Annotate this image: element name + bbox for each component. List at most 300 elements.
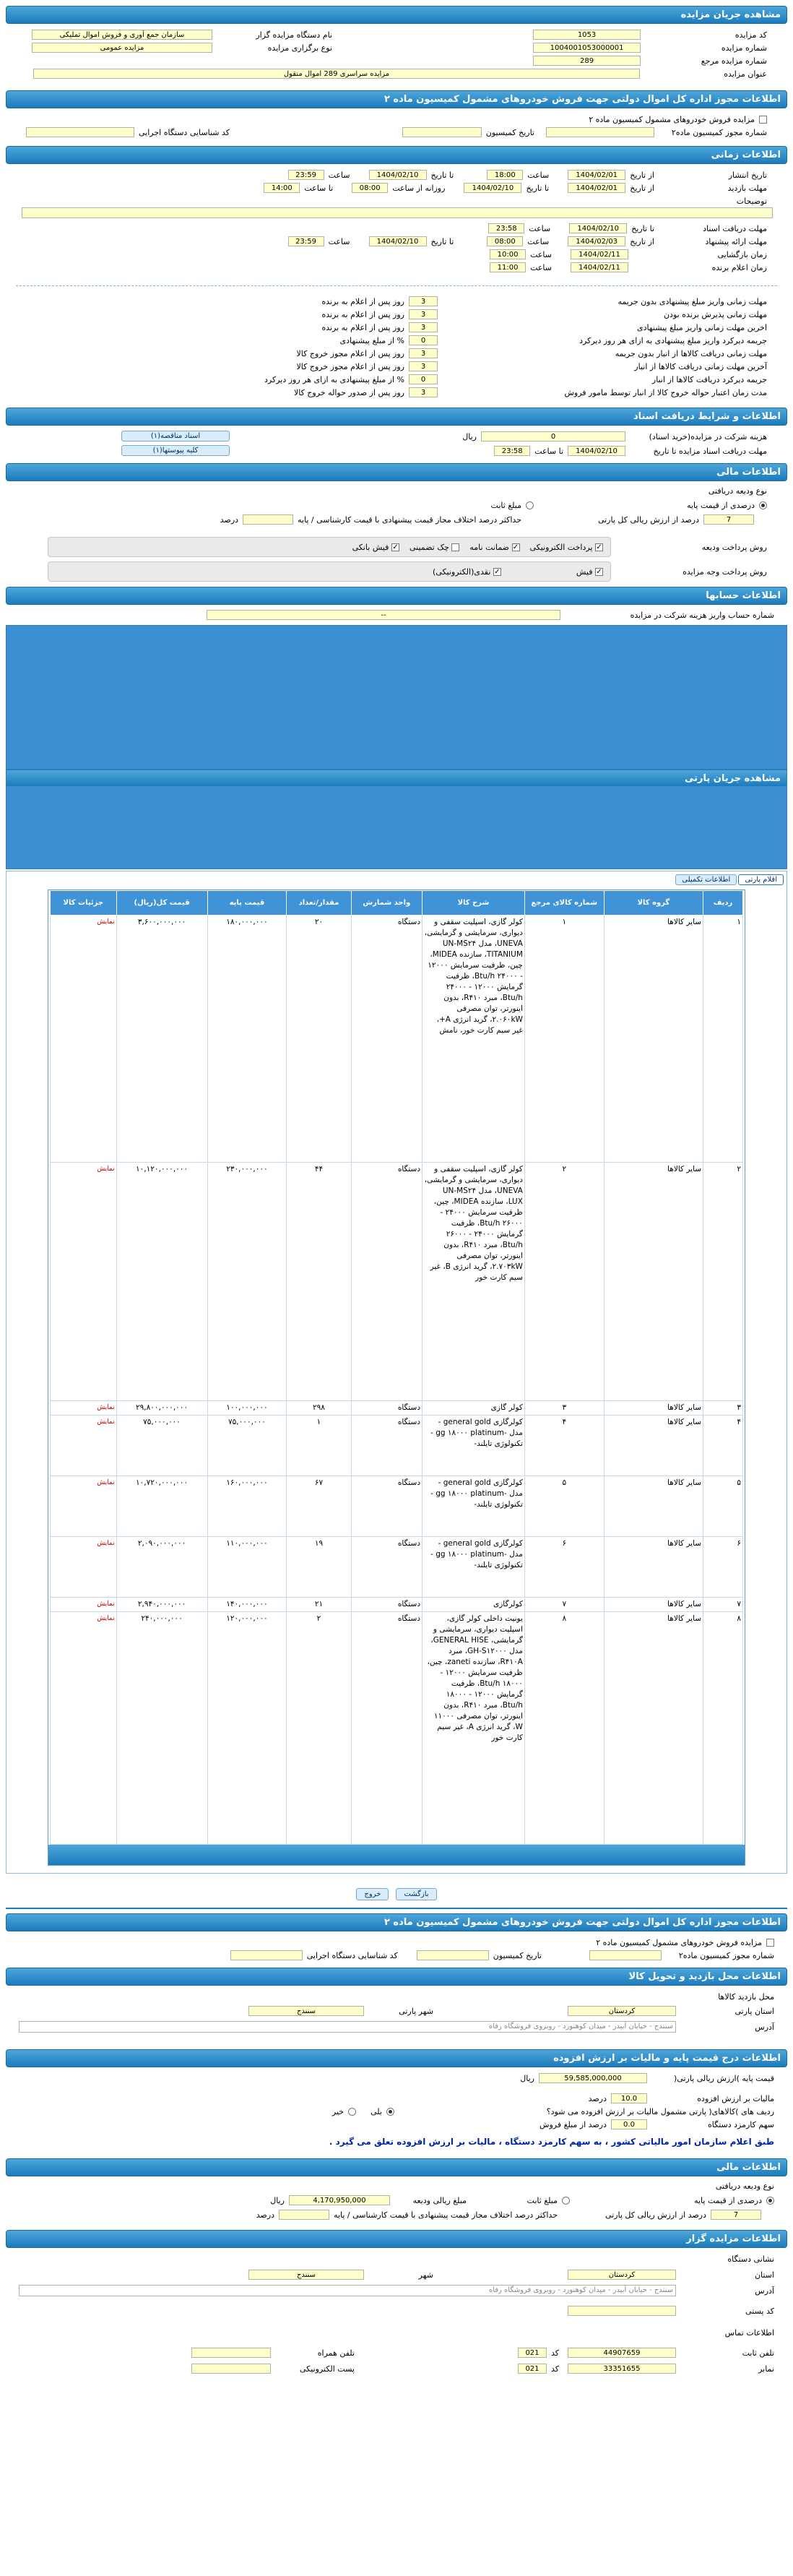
cell-desc: کولر گازی، اسپلیت سقفی و دیواری، سرمایشی و گرمایشی، UNEVA، مدل UN-MS۲۴ LUX، سازنده MIDEA، چین، ظرفیت سرمایش ۲۴۰۰۰ - ۲۶۰۰۰ Btu/h، ظرفیت گرمایش ۲۴۰۰۰ - ۲۶۰۰۰ Btu/h، مبرد R۴۱۰، بدون اینورتر، توان مصرفی ۲.۷۰۳kW، گرید انرژی B، غیر سیم کارت خور bbox=[422, 1163, 525, 1401]
party-province-field[interactable]: کردستان bbox=[568, 2006, 676, 2016]
fee-label: هزینه شرکت در مزایده(خرید اسناد) bbox=[649, 431, 767, 441]
visit-to-date[interactable]: 1404/02/10 bbox=[464, 183, 521, 193]
auction-ref-field[interactable]: 289 bbox=[533, 56, 641, 66]
party-items-container bbox=[6, 871, 787, 1874]
deadline-row bbox=[6, 308, 787, 321]
party-tabs bbox=[9, 874, 784, 885]
cell-desc: کولرگازی general gold - مدل -gg ۱۸۰۰۰ platinum - تکنولوژی تایلند- bbox=[422, 1537, 525, 1598]
permit-header: اطلاعات مجوز اداره کل اموال دولتی جهت فروش خودروهای مشمول کمیسیون ماده ۲ bbox=[6, 90, 787, 108]
col-qty: مقدار/تعداد bbox=[287, 891, 351, 916]
pay-electronic[interactable] bbox=[530, 543, 604, 552]
cell-group: سایر کالاها bbox=[604, 1612, 703, 1845]
cell-total: ۱۰,۷۲۰,۰۰۰,۰۰۰ bbox=[116, 1476, 207, 1537]
deadline-row bbox=[6, 347, 787, 360]
org-postal-row bbox=[562, 2304, 780, 2317]
recv-to-date[interactable]: 1404/02/10 bbox=[569, 223, 627, 233]
p2-permit-header: اطلاعات مجوز اداره کل اموال دولتی جهت فروش خودروهای مشمول کمیسیون ماده ۲ bbox=[6, 1913, 787, 1931]
fee-row bbox=[456, 430, 773, 443]
action-buttons bbox=[6, 1888, 787, 1900]
visit-address-row bbox=[13, 2020, 780, 2033]
vat-yes-radio[interactable] bbox=[386, 2108, 394, 2116]
vat-included-row bbox=[326, 2105, 780, 2118]
p5-deposit-fixed-radio[interactable] bbox=[562, 2197, 570, 2205]
cell-desc: یونیت داخلی کولر گازی، اسپلیت دیواری، سرمایشی و گرمایشی، GENERAL HISE، مدل GH-S۱۲۰۰۰، مبرد R۴۱۰A، سازنده zaneti، چین، ظرفیت سرمایش ۱۲۰۰۰ - ۱۸۰۰۰ Btu/h، ظرفیت گرمایش ۱۲۰۰۰ - ۱۸۰۰۰ Btu/h، مبرد R۴۱۰، بدون اینورتر، توان مصرفی ۱۱۰۰۰ W، گرید انرژی A، غیر سیم کارت خور bbox=[422, 1612, 525, 1845]
exec-code-row bbox=[20, 126, 235, 139]
cell-base-price: ۱۲۰,۰۰۰,۰۰۰ bbox=[207, 1612, 287, 1845]
cell-group: سایر کالاها bbox=[604, 1401, 703, 1416]
tab-extra-info[interactable]: اطلاعات تکمیلی bbox=[675, 874, 737, 885]
p5-deposit-percent-field[interactable]: 7 bbox=[711, 2210, 761, 2220]
p2-permit-info bbox=[6, 1934, 787, 1965]
recv-doc-row bbox=[482, 222, 773, 235]
deadline-label: مهلت زمانی دریافت کالاها از انبار بدون جریمه bbox=[615, 348, 767, 358]
opening-hour-label: ساعت bbox=[530, 249, 552, 259]
cell-qty: ۲۱ bbox=[287, 1598, 351, 1612]
p2-permit-row bbox=[225, 1949, 780, 1962]
permit-number-label: شماره مجوز کمیسیون ماده۲ bbox=[671, 127, 767, 137]
phone-label: تلفن ثابت bbox=[742, 2348, 774, 2358]
recv-deadline-hour[interactable]: 23:58 bbox=[494, 446, 530, 456]
fax-label: نمابر bbox=[758, 2364, 774, 2374]
org-city-field[interactable]: سنندج bbox=[248, 2270, 364, 2280]
cell-total: ۲,۹۴۰,۰۰۰,۰۰۰ bbox=[116, 1598, 207, 1612]
price-vat-info bbox=[6, 2070, 787, 2155]
p5-deposit-percent-unit: درصد از ارزش ریالی کل پارتی bbox=[604, 2210, 706, 2220]
permit-checkbox[interactable] bbox=[759, 116, 767, 124]
deadline-unit: روز پس از اعلام مجوز خروج کالا bbox=[296, 348, 404, 358]
auction-code-field[interactable]: 1053 bbox=[533, 30, 641, 40]
deadline-label: اخرین مهلت زمانی واریز مبلغ پیشنهادی bbox=[637, 322, 767, 332]
tab-party-items[interactable]: اقلام پارتی bbox=[738, 874, 784, 885]
col-base-price: قیمت پایه bbox=[207, 891, 287, 916]
cell-ref: ۷ bbox=[524, 1598, 604, 1612]
deadline-value[interactable]: 3 bbox=[409, 309, 438, 319]
divider bbox=[16, 285, 777, 286]
auction-number-field[interactable]: 1004001053000001 bbox=[533, 43, 641, 53]
cell-unit: دستگاه bbox=[351, 1416, 422, 1476]
pay-guarantee-label: ضمانت نامه bbox=[469, 542, 509, 552]
p2-date-field[interactable] bbox=[417, 1950, 489, 1960]
pay-cheque-label: چک تضمینی bbox=[409, 542, 449, 552]
deposit-fixed-label: مبلغ ثابت bbox=[490, 500, 521, 510]
recv-to-hour[interactable]: 23:58 bbox=[488, 223, 524, 233]
p5-financial-info bbox=[6, 2179, 787, 2227]
deadline-label: جریمه دیرکرد واریز مبلغ پیشنهادی به ازای هر روز دیرکرد bbox=[579, 335, 767, 345]
org-address-row bbox=[13, 2284, 780, 2297]
cell-base-price: ۲۳۰,۰۰۰,۰۰۰ bbox=[207, 1163, 287, 1401]
org-address-field[interactable]: سنندج - خیابان آبیدر - میدان کوهنورد - روبروی فروشگاه رفاه bbox=[19, 2285, 676, 2296]
p5-deposit-percent-row bbox=[251, 2208, 780, 2221]
deadline-row bbox=[6, 334, 787, 347]
cell-qty: ۲۹۸ bbox=[287, 1401, 351, 1416]
description-field[interactable] bbox=[22, 207, 773, 218]
auction-type-field[interactable]: مزایده عمومی bbox=[32, 43, 212, 53]
offer-label: مهلت ارائه پیشنهاد bbox=[705, 236, 767, 246]
offer-to-date[interactable]: 1404/02/10 bbox=[369, 236, 427, 246]
recv-deadline-date[interactable]: 1404/02/10 bbox=[568, 446, 625, 456]
visit-to-label: تا تاریخ bbox=[526, 183, 550, 193]
pay-method-row bbox=[42, 536, 773, 558]
visit-place-info bbox=[6, 1989, 787, 2046]
mobile-label: تلفن همراه bbox=[317, 2348, 355, 2358]
auctioneer-row bbox=[20, 28, 338, 41]
p2-permit-checkbox[interactable] bbox=[766, 1939, 774, 1947]
org-province-row bbox=[243, 2268, 780, 2281]
exec-code-field[interactable] bbox=[26, 127, 134, 137]
pay2-method-group bbox=[48, 561, 611, 582]
cell-unit: دستگاه bbox=[351, 1598, 422, 1612]
deposit-percent-row bbox=[214, 513, 773, 526]
auction-docs-button[interactable]: اسناد مناقصه(۱) bbox=[121, 431, 230, 441]
check-icon: ✓ bbox=[494, 568, 500, 576]
deadline-unit: روز پس از اعلام به برنده bbox=[321, 309, 404, 319]
cell-row: ۲ bbox=[703, 1163, 743, 1401]
cell-details-link[interactable]: نمایش bbox=[51, 1401, 117, 1416]
party-city-label: شهر پارتی bbox=[399, 2006, 433, 2016]
cell-desc: کولرگازی general gold - مدل -gg ۱۸۰۰۰ platinum - تکنولوژی تایلند- bbox=[422, 1416, 525, 1476]
winner-hour-label: ساعت bbox=[530, 262, 552, 272]
cell-details-link[interactable]: نمایش bbox=[51, 1598, 117, 1612]
cell-row: ۶ bbox=[703, 1537, 743, 1598]
back-button[interactable]: بازگشت bbox=[396, 1888, 436, 1900]
cell-ref: ۶ bbox=[524, 1537, 604, 1598]
wage-row bbox=[534, 2118, 780, 2131]
contact-header-row bbox=[719, 2326, 780, 2339]
recv-hour-label: ساعت bbox=[529, 223, 551, 233]
cell-desc: کولرگازی bbox=[422, 1598, 525, 1612]
wage-unit: درصد از مبلغ فروش bbox=[540, 2119, 607, 2129]
phone-code-field[interactable]: 021 bbox=[518, 2348, 547, 2358]
deadline-unit: روز پس از اعلام به برنده bbox=[321, 322, 404, 332]
description-label: توضیحات bbox=[736, 196, 767, 206]
base-price-field[interactable]: 59,585,000,000 bbox=[539, 2073, 647, 2083]
deadline-value[interactable]: 3 bbox=[409, 322, 438, 332]
email-field[interactable] bbox=[191, 2364, 271, 2374]
p5-max-diff-field[interactable] bbox=[279, 2210, 329, 2220]
permit-date-field[interactable] bbox=[402, 127, 482, 137]
recv-doc-label: مهلت دریافت اسناد bbox=[703, 223, 767, 233]
fee-unit: ریال bbox=[462, 431, 477, 441]
table-header-row bbox=[51, 891, 743, 916]
auctioneer-header: اطلاعات مزایده گزار bbox=[6, 2230, 787, 2248]
account-row bbox=[6, 608, 787, 622]
pay-slip[interactable] bbox=[352, 543, 399, 552]
cell-qty: ۲۰ bbox=[287, 916, 351, 1163]
offer-row bbox=[282, 235, 773, 248]
cell-base-price: ۱۰۰,۰۰۰,۰۰۰ bbox=[207, 1401, 287, 1416]
winner-date[interactable]: 1404/02/11 bbox=[571, 262, 628, 272]
offer-to-hour-label: ساعت bbox=[328, 236, 350, 246]
auctioneer-label: نام دستگاه مزایده گزار bbox=[256, 30, 332, 40]
cell-qty: ۱۹ bbox=[287, 1537, 351, 1598]
p5-deposit-fixed-label: مبلغ ثابت bbox=[526, 2195, 558, 2205]
exec-code-label: کد شناسایی دستگاه اجرایی bbox=[139, 127, 230, 137]
max-diff-field[interactable] bbox=[243, 514, 293, 525]
cell-total: ۲,۰۹۰,۰۰۰,۰۰۰ bbox=[116, 1537, 207, 1598]
p2-permit-checkbox-row bbox=[590, 1936, 780, 1949]
publish-from-date[interactable]: 1404/02/01 bbox=[568, 170, 625, 180]
cell-qty: ۱ bbox=[287, 1416, 351, 1476]
cell-details-link[interactable]: نمایش bbox=[51, 1537, 117, 1598]
deadline-label: مدت زمان اعتبار حواله خروج کالا از انبار توسط مامور فروش bbox=[564, 387, 767, 397]
offer-from-hour[interactable]: 08:00 bbox=[487, 236, 523, 246]
auction-type-label: نوع برگزاری مزایده bbox=[267, 43, 332, 53]
party-table-frame bbox=[48, 889, 745, 1866]
offer-to-label: تا تاریخ bbox=[430, 236, 454, 246]
permit-date-label: تاریخ کمیسیون bbox=[485, 127, 534, 137]
deadline-label: مهلت زمانی واریز مبلغ پیشنهادی بدون جریمه bbox=[618, 296, 767, 306]
time-info bbox=[6, 167, 787, 280]
phone-field[interactable]: 44907659 bbox=[568, 2348, 676, 2358]
winner-hour[interactable]: 11:00 bbox=[490, 262, 526, 272]
recv-deadline-hour-label: تا ساعت bbox=[534, 446, 563, 456]
org-postal-field[interactable] bbox=[568, 2306, 676, 2316]
visit-daily-from-label: روزانه از ساعت bbox=[392, 183, 446, 193]
cell-details-link[interactable]: نمایش bbox=[51, 1416, 117, 1476]
vat-yes-label: بلی bbox=[370, 2106, 382, 2116]
table-row bbox=[51, 1598, 743, 1612]
deposit-percent-field[interactable]: 7 bbox=[703, 514, 754, 525]
auctioneer-field[interactable]: سازمان جمع آوری و فروش اموال تملیکی bbox=[32, 30, 212, 40]
permit-checkbox-row bbox=[583, 113, 773, 126]
email-label: پست الکترونیکی bbox=[300, 2364, 355, 2374]
wage-field[interactable]: 0.0 bbox=[611, 2119, 647, 2129]
publish-to-label: تا تاریخ bbox=[430, 170, 454, 180]
cell-details-link[interactable]: نمایش bbox=[51, 916, 117, 1163]
exit-button[interactable]: خروج bbox=[356, 1888, 389, 1900]
base-price-row bbox=[514, 2072, 780, 2085]
permit-number-row bbox=[396, 126, 773, 139]
offer-from-hour-label: ساعت bbox=[527, 236, 550, 246]
auction-subject-label: عنوان مزایده bbox=[724, 69, 767, 79]
deadline-value[interactable]: 0 bbox=[409, 374, 438, 384]
pay-electronic-label: پرداخت الکترونیکی bbox=[529, 542, 593, 552]
vat-notice: طبق اعلام سازمان امور مالیاتی کشور ، به سهم کارمزد دستگاه ، مالیات بر ارزش افزوده تعلق می گیرد . bbox=[329, 2137, 774, 2147]
table-row bbox=[51, 916, 743, 1163]
cell-group: سایر کالاها bbox=[604, 1476, 703, 1537]
cell-base-price: ۱۸۰,۰۰۰,۰۰۰ bbox=[207, 916, 287, 1163]
cell-details-link[interactable]: نمایش bbox=[51, 1612, 117, 1845]
base-price-unit: ریال bbox=[520, 2073, 534, 2083]
cell-desc: کولر گازی، اسپلیت سقفی و دیواری، سرمایشی و گرمایشی، UNEVA، مدل UN-MS۲۴ TITANIUM، سازنده MIDEA، چین، ظرفیت سرمایش ۱۲۰۰۰ - ۲۴۰۰۰ Btu/h، ظرفیت گرمایش ۱۲۰۰۰ - ۲۴۰۰۰ Btu/h، مبرد R۴۱۰، بدون اینورتر، توان مصرفی ۲.۰۶۰kW، گرید انرژی A+، غیر سیم کارت خور، نامش bbox=[422, 916, 525, 1163]
p5-deposit-percent-label: درصدی از قیمت پایه bbox=[694, 2195, 762, 2205]
party-city-field[interactable]: سنندج bbox=[248, 2006, 364, 2016]
visit-date-row bbox=[258, 181, 773, 194]
pay-guarantee[interactable] bbox=[469, 543, 519, 552]
table-footer-bar bbox=[48, 1845, 745, 1865]
opening-date[interactable]: 1404/02/11 bbox=[571, 249, 628, 259]
table-row bbox=[51, 1416, 743, 1476]
p2-exec-label: کد شناسایی دستگاه اجرایی bbox=[306, 1950, 398, 1960]
deposit-percent-unit: درصد از ارزش ریالی کل پارتی bbox=[597, 514, 699, 525]
col-group: گروه کالا bbox=[604, 891, 703, 916]
vat-notice-row bbox=[324, 2135, 780, 2148]
deadline-value[interactable]: 3 bbox=[409, 361, 438, 371]
auction-code-row bbox=[527, 28, 773, 41]
cell-base-price: ۷۵,۰۰۰,۰۰۰ bbox=[207, 1416, 287, 1476]
deadline-value[interactable]: 3 bbox=[409, 296, 438, 306]
party-details bbox=[6, 1908, 787, 2403]
opening-label: زمان بازگشایی bbox=[717, 249, 767, 259]
cell-group: سایر کالاها bbox=[604, 1537, 703, 1598]
cell-row: ۸ bbox=[703, 1612, 743, 1845]
deposit-fixed-radio[interactable] bbox=[526, 501, 534, 509]
cell-unit: دستگاه bbox=[351, 1401, 422, 1416]
deadline-unit: % از مبلغ پیشنهادی به ازای هر روز دیرکرد bbox=[264, 374, 404, 384]
cell-total: ۳,۶۰۰,۰۰۰,۰۰۰ bbox=[116, 916, 207, 1163]
pay2-method-label: روش پرداخت وجه مزایده bbox=[682, 567, 767, 577]
cell-group: سایر کالاها bbox=[604, 1163, 703, 1401]
cell-unit: دستگاه bbox=[351, 1163, 422, 1401]
recv-to-label: تا تاریخ bbox=[631, 223, 654, 233]
auction-subject-field[interactable]: مزایده سراسری 289 اموال منقول bbox=[33, 69, 640, 79]
description-row bbox=[653, 194, 773, 207]
pay-cheque[interactable] bbox=[410, 543, 459, 552]
cell-row: ۳ bbox=[703, 1401, 743, 1416]
deposit-option-row bbox=[485, 499, 773, 512]
org-province-field[interactable]: کردستان bbox=[568, 2270, 676, 2280]
visit-place-label-row bbox=[712, 1990, 780, 2003]
contact-header: اطلاعات تماس bbox=[724, 2327, 774, 2338]
fee-field[interactable]: 0 bbox=[481, 431, 625, 441]
pay-slip-label: فیش بانکی bbox=[352, 542, 389, 552]
p5-deposit-amount-label: مبلغ ریالی ودیعه bbox=[412, 2195, 467, 2205]
p2-exec-field[interactable] bbox=[230, 1950, 303, 1960]
all-attachments-button[interactable]: کلیه پیوستها(۱) bbox=[121, 445, 230, 456]
col-total: قیمت کل(ریال) bbox=[116, 891, 207, 916]
cell-row: ۱ bbox=[703, 916, 743, 1163]
p2-permit-number-label: شماره مجوز کمیسیون ماده۲ bbox=[678, 1950, 774, 1960]
org-city-label: شهر bbox=[418, 2270, 433, 2280]
cell-ref: ۸ bbox=[524, 1612, 604, 1845]
p5-deposit-amount-field[interactable]: 4,170,950,000 bbox=[289, 2195, 390, 2205]
auction-number-label: شماره مزایده bbox=[721, 43, 767, 53]
winner-row bbox=[484, 261, 773, 274]
max-diff-label: حداکثر درصد اختلاف مجاز قیمت پیشنهادی با قیمت کارشناسی / پایه bbox=[298, 514, 521, 525]
cell-qty: ۲ bbox=[287, 1612, 351, 1845]
publish-from-hour-label: ساعت bbox=[527, 170, 550, 180]
col-unit: واحد شمارش bbox=[351, 891, 422, 916]
cell-total: ۲۴۰,۰۰۰,۰۰۰ bbox=[116, 1612, 207, 1845]
deadline-row bbox=[6, 295, 787, 308]
documents-header: اطلاعات و شرایط دریافت اسناد bbox=[6, 408, 787, 426]
offer-from-label: از تاریخ bbox=[630, 236, 654, 246]
table-row bbox=[51, 1537, 743, 1598]
cell-base-price: ۱۶۰,۰۰۰,۰۰۰ bbox=[207, 1476, 287, 1537]
pay-method-label: روش پرداخت ودیعه bbox=[701, 542, 767, 552]
vat-no-radio[interactable] bbox=[348, 2108, 356, 2116]
publish-to-date[interactable]: 1404/02/10 bbox=[369, 170, 427, 180]
check-icon: ✓ bbox=[512, 543, 519, 551]
account-label: شماره حساب واریز هزینه شرکت در مزایده bbox=[630, 610, 774, 620]
visit-from-date[interactable]: 1404/02/01 bbox=[568, 183, 625, 193]
mobile-field[interactable] bbox=[191, 2348, 271, 2358]
publish-from-hour[interactable]: 18:00 bbox=[487, 170, 523, 180]
check-icon: ✓ bbox=[596, 568, 602, 576]
deadline-value[interactable]: 3 bbox=[409, 387, 438, 397]
deposit-percent-radio[interactable] bbox=[759, 501, 767, 509]
financial-header: اطلاعات مالی bbox=[6, 463, 787, 481]
deadline-rules bbox=[6, 292, 787, 405]
visit-place-label: محل بازدید کالاها bbox=[718, 1991, 774, 2002]
col-desc: شرح کالا bbox=[422, 891, 525, 916]
visit-daily-from[interactable]: 08:00 bbox=[352, 183, 388, 193]
cell-group: سایر کالاها bbox=[604, 916, 703, 1163]
offer-from-date[interactable]: 1404/02/03 bbox=[568, 236, 625, 246]
cell-base-price: ۱۱۰,۰۰۰,۰۰۰ bbox=[207, 1537, 287, 1598]
deadline-row bbox=[6, 386, 787, 399]
cell-details-link[interactable]: نمایش bbox=[51, 1163, 117, 1401]
table-row bbox=[51, 1401, 743, 1416]
permit-number-field[interactable] bbox=[546, 127, 654, 137]
deposit-percent-label: درصدی از قیمت پایه bbox=[687, 500, 755, 510]
p5-max-diff-unit: درصد bbox=[256, 2210, 275, 2220]
fax-row bbox=[186, 2362, 780, 2375]
party-flow-panel bbox=[6, 770, 787, 869]
cell-unit: دستگاه bbox=[351, 1476, 422, 1537]
account-field[interactable]: -- bbox=[207, 610, 560, 620]
cell-ref: ۲ bbox=[524, 1163, 604, 1401]
visit-from-label: از تاریخ bbox=[630, 183, 654, 193]
deadline-row bbox=[6, 321, 787, 334]
cell-row: ۷ bbox=[703, 1598, 743, 1612]
table-row bbox=[51, 1476, 743, 1537]
visit-daily-to[interactable]: 14:00 bbox=[264, 183, 300, 193]
check-icon: ✓ bbox=[596, 543, 602, 551]
auction-info bbox=[6, 27, 787, 87]
p5-deposit-percent-radio[interactable] bbox=[766, 2197, 774, 2205]
opening-row bbox=[484, 248, 773, 261]
deadline-value[interactable]: 3 bbox=[409, 348, 438, 358]
fax-code-field[interactable]: 021 bbox=[518, 2364, 547, 2374]
vat-included-label: ردیف های )کالاهای( پارتی مشمول مالیات بر ارزش افزوده می شود؟ bbox=[546, 2106, 774, 2116]
visit-label: مهلت بازدید bbox=[727, 183, 767, 193]
phone-code-label: کد bbox=[550, 2348, 559, 2358]
fax-field[interactable]: 33351655 bbox=[568, 2364, 676, 2374]
cell-qty: ۶۷ bbox=[287, 1476, 351, 1537]
visit-province-row bbox=[243, 2004, 780, 2017]
pay2-cash[interactable] bbox=[433, 567, 501, 577]
p2-permit-number-field[interactable] bbox=[589, 1950, 662, 1960]
auction-ref-label: شماره مزایده مرجع bbox=[701, 56, 767, 66]
offer-to-hour[interactable]: 23:59 bbox=[288, 236, 324, 246]
party-address-label: آدرس bbox=[755, 2022, 774, 2032]
pay2-slip[interactable] bbox=[576, 567, 603, 577]
opening-hour[interactable]: 10:00 bbox=[490, 249, 526, 259]
party-address-field[interactable]: سنندج - خیابان آبیدر - میدان کوهنورد - روبروی فروشگاه رفاه bbox=[19, 2021, 676, 2033]
org-province-label: استان bbox=[754, 2270, 774, 2280]
deadline-value[interactable]: 0 bbox=[409, 335, 438, 345]
deadline-row bbox=[6, 373, 787, 386]
blank-panel bbox=[6, 625, 787, 770]
col-ref: شماره کالای مرجع bbox=[524, 891, 604, 916]
cell-ref: ۱ bbox=[524, 916, 604, 1163]
checkbox-icon bbox=[451, 543, 459, 551]
cell-details-link[interactable]: نمایش bbox=[51, 1476, 117, 1537]
p5-deposit-option-row bbox=[264, 2194, 780, 2207]
vat-field[interactable]: 10.0 bbox=[611, 2093, 647, 2103]
cell-unit: دستگاه bbox=[351, 1537, 422, 1598]
auctioneer-info bbox=[6, 2251, 787, 2403]
publish-to-hour[interactable]: 23:59 bbox=[288, 170, 324, 180]
auction-number-row bbox=[527, 41, 773, 54]
p5-max-diff-label: حداکثر درصد اختلاف مجاز قیمت پیشنهادی با قیمت کارشناسی / پایه bbox=[334, 2210, 558, 2220]
deadline-label: آخرین مهلت زمانی دریافت کالاها از انبار bbox=[634, 361, 767, 371]
pay2-slip-label: فیش bbox=[576, 567, 593, 577]
permit-checkbox-label: مزایده فروش خودروهای مشمول کمیسیون ماده ۲ bbox=[589, 114, 755, 124]
visit-place-header: اطلاعات محل بازدید و تحویل کالا bbox=[6, 1968, 787, 1986]
auction-type-row bbox=[20, 41, 338, 54]
